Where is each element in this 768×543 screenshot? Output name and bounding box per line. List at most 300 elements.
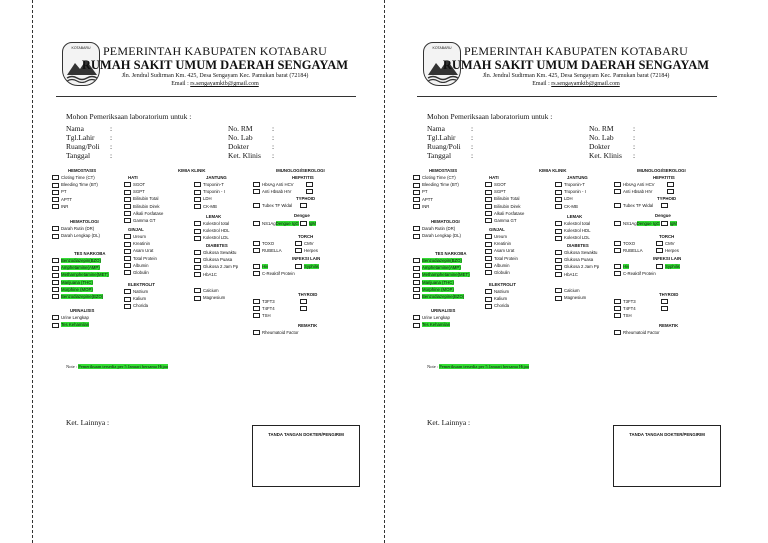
checkbox-box[interactable] [614, 221, 621, 226]
checkbox-box[interactable] [124, 204, 131, 209]
checkbox-label: INR [422, 203, 430, 209]
checkbox-infeksi_lain-2[interactable] [614, 271, 656, 278]
checkbox-box[interactable] [413, 204, 420, 209]
checkbox-box[interactable] [194, 229, 201, 234]
checkbox-box[interactable] [413, 315, 420, 320]
checkbox-box[interactable] [253, 221, 260, 226]
checkbox-box[interactable] [194, 197, 201, 202]
checkbox-hati-2[interactable] [124, 196, 158, 203]
checkbox-box[interactable] [300, 203, 307, 208]
checkbox-box[interactable] [661, 221, 668, 226]
checkbox-torch-0[interactable] [614, 241, 635, 248]
checkbox-box[interactable] [555, 182, 562, 187]
checkbox-box[interactable] [656, 241, 663, 246]
checkbox-hemostasis-3[interactable] [52, 197, 72, 204]
checkbox-urinalisis-0[interactable] [52, 315, 89, 322]
checkbox-tes_narkoba-3[interactable] [52, 280, 93, 287]
checkbox-label: Marijuana (THC) [61, 279, 93, 285]
checkbox-ginjal-0[interactable] [124, 234, 146, 241]
checkbox-box[interactable] [413, 266, 420, 271]
checkbox-box[interactable] [485, 197, 492, 202]
checkbox-hemostasis-0[interactable] [52, 175, 95, 182]
checkbox-diabetes-2[interactable] [555, 264, 599, 271]
checkbox-box[interactable] [253, 271, 260, 276]
checkbox-box[interactable] [413, 273, 420, 278]
checkbox-label: LDH [564, 196, 573, 202]
checkbox-box[interactable] [124, 242, 131, 247]
checkbox-ginjal-1[interactable] [124, 241, 150, 248]
checkbox-box[interactable] [614, 241, 621, 246]
checkbox-label: Glukosa 2 Jam Pp [203, 264, 239, 270]
checkbox-jantung-1[interactable] [555, 189, 586, 196]
checkbox-box[interactable] [52, 234, 59, 239]
checkbox-box[interactable] [485, 242, 492, 247]
checkbox-box[interactable] [124, 304, 131, 309]
checkbox-box[interactable] [555, 190, 562, 195]
checkbox-box[interactable] [614, 182, 621, 187]
checkbox-label: Kalium [494, 296, 508, 302]
checkbox-box[interactable] [300, 306, 307, 311]
checkbox-label: Gamma GT [133, 218, 156, 223]
checkbox-box[interactable] [52, 190, 59, 195]
checkbox-tes_narkoba-0[interactable] [413, 258, 462, 265]
checkbox-typhoid-0[interactable] [614, 203, 653, 210]
checkbox-box[interactable] [52, 258, 59, 263]
checkbox-thyroid-2[interactable] [614, 313, 632, 320]
checkbox-hemostasis-4[interactable] [52, 204, 68, 211]
checkbox-box[interactable] [413, 183, 420, 188]
checkbox-lemak-2[interactable] [555, 235, 590, 242]
section-hepatitis-title: HEPATITIS [292, 175, 314, 180]
checkbox-box[interactable] [253, 241, 260, 246]
checkbox-box[interactable] [194, 272, 201, 277]
section-torch-title: TORCH [659, 234, 675, 239]
checkbox-jantung-1[interactable] [194, 189, 225, 196]
patient-field[interactable] [66, 124, 146, 133]
checkbox-hematologi-0[interactable] [52, 226, 94, 233]
checkbox-box[interactable] [485, 304, 492, 309]
checkbox-tes_narkoba-4[interactable] [52, 287, 93, 294]
checkbox-elektrolit-2[interactable] [124, 303, 148, 310]
checkbox-box[interactable] [661, 299, 668, 304]
checkbox-box[interactable] [555, 197, 562, 202]
checkbox-box[interactable] [52, 294, 59, 299]
checkbox-label: INR [61, 203, 69, 209]
checkbox-hati-2[interactable] [485, 196, 519, 203]
checkbox-hati-1[interactable] [485, 189, 506, 196]
checkbox-diabetes-2[interactable] [194, 264, 238, 271]
checkbox-tes_narkoba-5[interactable] [413, 294, 464, 301]
patient-field[interactable] [589, 133, 669, 142]
checkbox-label: Widal [281, 203, 293, 208]
checkbox-lain-1[interactable] [194, 295, 225, 302]
checkbox-box[interactable] [52, 323, 59, 328]
checkbox-infeksi_lain-0[interactable] [253, 264, 268, 271]
checkbox-elektrolit-1[interactable] [124, 296, 146, 303]
checkbox-jantung-3[interactable] [194, 204, 217, 211]
checkbox-box[interactable] [253, 299, 260, 304]
checkbox-box[interactable] [124, 270, 131, 275]
checkbox-box[interactable] [124, 297, 131, 302]
patient-field[interactable] [589, 151, 669, 160]
checkbox-box[interactable] [661, 203, 668, 208]
checkbox-box[interactable] [485, 256, 492, 261]
checkbox-box[interactable] [485, 263, 492, 268]
field-colon: : [633, 142, 636, 151]
checkbox-box[interactable] [124, 182, 131, 187]
section-hati-title: HATI [128, 175, 138, 180]
checkbox-box[interactable] [124, 197, 131, 202]
checkbox-ginjal-4[interactable] [124, 263, 149, 270]
checkbox-box[interactable] [614, 271, 621, 276]
checkbox-box[interactable] [485, 297, 492, 302]
checkbox-label: Herpes [304, 248, 318, 253]
checkbox-lain-1[interactable] [555, 295, 586, 302]
section-typhoid-title: TYPHOID [296, 196, 316, 201]
checkbox-infeksi_lain-1[interactable] [295, 264, 319, 271]
checkbox-thyroid-0[interactable] [614, 299, 636, 306]
patient-field[interactable] [589, 142, 669, 151]
checkbox-box[interactable] [555, 265, 562, 270]
other-notes-label: Ket. Lainnya : [66, 418, 110, 427]
checkbox-box[interactable] [52, 175, 59, 180]
checkbox-label: T3FT3 [262, 299, 275, 304]
checkbox-box[interactable] [555, 221, 562, 226]
checkbox-torch-2[interactable] [253, 248, 282, 255]
checkbox-torch-1[interactable] [656, 241, 675, 248]
checkbox-box[interactable] [52, 273, 59, 278]
checkbox-thyroid-1[interactable] [614, 306, 636, 313]
checkbox-ginjal-2[interactable] [124, 248, 153, 255]
checkbox-label: Darah Rutin (DR) [61, 226, 95, 231]
checkbox-box[interactable] [295, 241, 302, 246]
checkbox-box[interactable] [413, 258, 420, 263]
patient-field[interactable] [589, 124, 669, 133]
checkbox-box[interactable] [555, 204, 562, 209]
checkbox-box[interactable] [300, 221, 307, 226]
checkbox-hemostasis-2[interactable] [413, 189, 428, 196]
checkbox-thyroid-2[interactable] [253, 313, 271, 320]
checkbox-box[interactable] [194, 204, 201, 209]
checkbox-box[interactable] [124, 249, 131, 254]
checkbox-ginjal-5[interactable] [124, 270, 149, 277]
checkbox-tes_narkoba-4[interactable] [413, 287, 454, 294]
checkbox-ginjal-5[interactable] [485, 270, 510, 277]
checkbox-torch-2[interactable] [614, 248, 643, 255]
patient-field[interactable] [66, 142, 146, 151]
checkbox-label: Tes Kehamilan [61, 322, 90, 328]
checkbox-box[interactable] [413, 280, 420, 285]
checkbox-jantung-3[interactable] [555, 204, 578, 211]
checkbox-box[interactable] [555, 258, 562, 263]
checkbox-box[interactable] [555, 272, 562, 277]
patient-field[interactable] [228, 124, 308, 133]
checkbox-box[interactable] [253, 306, 260, 311]
checkbox-ginjal-0[interactable] [485, 234, 507, 241]
checkbox-lemak-1[interactable] [194, 228, 230, 235]
checkbox-box[interactable] [52, 287, 59, 292]
checkbox-label: CK-MB [203, 203, 217, 209]
checkbox-box[interactable] [52, 226, 59, 231]
checkbox-hemostasis-3[interactable] [413, 197, 433, 204]
checkbox-box[interactable] [485, 289, 492, 294]
checkbox-box[interactable] [614, 203, 621, 208]
checkbox-box[interactable] [485, 270, 492, 275]
email-link[interactable]: rs.sengayamktb@gmail.com [551, 81, 620, 87]
checkbox-diabetes-0[interactable] [194, 250, 236, 257]
checkbox-box[interactable] [485, 211, 492, 216]
checkbox-box[interactable] [194, 296, 201, 301]
checkbox-elektrolit-0[interactable] [485, 289, 509, 296]
checkbox-box[interactable] [413, 287, 420, 292]
checkbox-elektrolit-2[interactable] [485, 303, 509, 310]
checkbox-hemostasis-0[interactable] [413, 175, 456, 182]
checkbox-tes_narkoba-5[interactable] [52, 294, 103, 301]
checkbox-hematologi-1[interactable] [52, 233, 100, 240]
checkbox-hati-0[interactable] [485, 182, 506, 189]
checkbox-lain-0[interactable] [555, 288, 580, 295]
checkbox-box[interactable] [485, 204, 492, 209]
checkbox-box[interactable] [485, 249, 492, 254]
checkbox-box[interactable] [194, 182, 201, 187]
checkbox-tes_narkoba-2[interactable] [52, 272, 109, 279]
checkbox-box[interactable] [413, 234, 420, 239]
checkbox-box[interactable] [194, 288, 201, 293]
checkbox-thyroid-0[interactable] [253, 299, 275, 306]
field-colon: : [471, 142, 474, 151]
checkbox-box[interactable] [124, 263, 131, 268]
checkbox-rematik-0[interactable] [253, 330, 299, 337]
checkbox-box[interactable] [52, 204, 59, 209]
signature-box[interactable] [613, 425, 721, 487]
checkbox-box[interactable] [124, 289, 131, 294]
checkbox-lain-0[interactable] [194, 288, 219, 295]
patient-field[interactable] [427, 142, 507, 151]
checkbox-diabetes-0[interactable] [555, 250, 597, 257]
checkbox-hati-4[interactable] [485, 211, 524, 218]
checkbox-box[interactable] [253, 264, 260, 269]
checkbox-box[interactable] [614, 299, 621, 304]
checkbox-box[interactable] [306, 189, 313, 194]
checkbox-box[interactable] [485, 182, 492, 187]
checkbox-box[interactable] [306, 182, 313, 187]
section-jantung-title: JANTUNG [206, 175, 227, 180]
checkbox-hati-3[interactable] [124, 204, 160, 211]
checkbox-dengue-0[interactable] [614, 221, 677, 228]
checkbox-ginjal-4[interactable] [485, 263, 510, 270]
checkbox-hati-4[interactable] [124, 211, 163, 218]
checkbox-hati-5[interactable] [485, 218, 516, 225]
checkbox-torch-0[interactable] [253, 241, 274, 248]
checkbox-box[interactable] [413, 226, 420, 231]
checkbox-hati-0[interactable] [124, 182, 145, 189]
checkbox-box[interactable] [614, 313, 621, 318]
checkbox-jantung-2[interactable] [555, 196, 573, 203]
checkbox-dengue-0[interactable] [253, 221, 316, 228]
checkbox-label: TSH [623, 313, 632, 318]
checkbox-hati-5[interactable] [124, 218, 155, 225]
checkbox-box[interactable] [656, 264, 663, 269]
checkbox-tes_narkoba-0[interactable] [52, 258, 101, 265]
checkbox-box[interactable] [52, 183, 59, 188]
checkbox-box[interactable] [555, 296, 562, 301]
checkbox-torch-1[interactable] [295, 241, 314, 248]
checkbox-lemak-0[interactable] [194, 221, 229, 228]
checkbox-box[interactable] [485, 190, 492, 195]
checkbox-urinalisis-0[interactable] [413, 315, 450, 322]
checkbox-infeksi_lain-0[interactable] [614, 264, 629, 271]
checkbox-torch-3[interactable] [295, 248, 318, 255]
email-link[interactable]: rs.sengayamktb@gmail.com [190, 81, 259, 87]
checkbox-label: Dengue IgG [275, 221, 299, 226]
checkbox-jantung-0[interactable] [194, 182, 224, 189]
patient-field[interactable] [228, 133, 308, 142]
checkbox-jantung-0[interactable] [555, 182, 585, 189]
patient-field[interactable] [66, 133, 146, 142]
checkbox-diabetes-3[interactable] [194, 272, 217, 279]
checkbox-tes_narkoba-1[interactable] [413, 265, 461, 272]
checkbox-tes_narkoba-3[interactable] [413, 280, 454, 287]
checkbox-ginjal-3[interactable] [124, 256, 157, 263]
checkbox-box[interactable] [52, 266, 59, 271]
checkbox-box[interactable] [614, 248, 621, 253]
signature-box[interactable] [252, 425, 360, 487]
checkbox-ginjal-3[interactable] [485, 256, 518, 263]
patient-field[interactable] [228, 142, 308, 151]
checkbox-hati-1[interactable] [124, 189, 145, 196]
checkbox-box[interactable] [253, 330, 260, 335]
checkbox-box[interactable] [52, 197, 59, 202]
checkbox-box[interactable] [295, 248, 302, 253]
logo-text: KOTABARU [432, 46, 452, 50]
checkbox-box[interactable] [555, 236, 562, 241]
checkbox-box[interactable] [194, 236, 201, 241]
checkbox-label: Amphetamine(AMP) [422, 265, 461, 271]
field-label: No. RM [589, 124, 614, 133]
checkbox-box[interactable] [52, 315, 59, 320]
checkbox-elektrolit-0[interactable] [124, 289, 148, 296]
checkbox-box[interactable] [555, 288, 562, 293]
checkbox-hepatitis-0[interactable] [253, 182, 294, 189]
checkbox-infeksi_lain-1[interactable] [656, 264, 680, 271]
checkbox-typhoid-0[interactable] [253, 203, 292, 210]
checkbox-diabetes-3[interactable] [555, 272, 578, 279]
checkbox-lemak-2[interactable] [194, 235, 229, 242]
checkbox-box[interactable] [253, 182, 260, 187]
checkbox-elektrolit-1[interactable] [485, 296, 507, 303]
checkbox-hepatitis-2[interactable] [614, 189, 652, 196]
checkbox-box[interactable] [614, 264, 621, 269]
checkbox-label: Tubex TF [262, 203, 281, 208]
checkbox-box[interactable] [413, 197, 420, 202]
checkbox-hematologi-0[interactable] [413, 226, 455, 233]
section-lemak-title: LEMAK [567, 214, 583, 219]
checkbox-box[interactable] [124, 256, 131, 261]
checkbox-lemak-1[interactable] [555, 228, 591, 235]
patient-field[interactable] [427, 133, 507, 142]
field-label: Tgl.Lahir [66, 133, 95, 142]
checkbox-box[interactable] [656, 248, 663, 253]
checkbox-box[interactable] [194, 258, 201, 263]
checkbox-label: Ureum [133, 234, 146, 239]
checkbox-box[interactable] [555, 250, 562, 255]
patient-field[interactable] [66, 151, 146, 160]
patient-field[interactable] [427, 151, 507, 160]
checkbox-infeksi_lain-2[interactable] [253, 271, 295, 278]
checkbox-tes_narkoba-1[interactable] [52, 265, 100, 272]
checkbox-box[interactable] [295, 264, 302, 269]
checkbox-box[interactable] [124, 218, 131, 223]
checkbox-box[interactable] [194, 250, 201, 255]
hospital-email: Email : rs.sengayamktb@gmail.com [171, 81, 259, 87]
checkbox-hati-3[interactable] [485, 204, 521, 211]
section-dengue-title: Dengue [655, 213, 671, 218]
checkbox-hemostasis-1[interactable] [52, 182, 98, 189]
checkbox-box[interactable] [300, 299, 307, 304]
checkbox-box[interactable] [555, 229, 562, 234]
checkbox-box[interactable] [413, 175, 420, 180]
checkbox-box[interactable] [52, 280, 59, 285]
patient-field[interactable] [427, 124, 507, 133]
checkbox-diabetes-1[interactable] [194, 257, 232, 264]
checkbox-box[interactable] [253, 248, 260, 253]
checkbox-label: Kolestrol LDL [203, 235, 229, 241]
checkbox-box[interactable] [614, 189, 621, 194]
checkbox-label: APTT [61, 196, 72, 202]
checkbox-box[interactable] [413, 323, 420, 328]
checkbox-box[interactable] [485, 234, 492, 239]
section-lemak-title: LEMAK [206, 214, 222, 219]
checkbox-box[interactable] [253, 189, 260, 194]
checkbox-box[interactable] [413, 190, 420, 195]
checkbox-ginjal-2[interactable] [485, 248, 514, 255]
checkbox-urinalisis-1[interactable] [52, 322, 89, 329]
checkbox-box[interactable] [124, 211, 131, 216]
checkbox-hepatitis-0[interactable] [614, 182, 655, 189]
checkbox-box[interactable] [667, 189, 674, 194]
checkbox-box[interactable] [253, 203, 260, 208]
checkbox-ginjal-1[interactable] [485, 241, 511, 248]
checkbox-box[interactable] [614, 306, 621, 311]
checkbox-diabetes-1[interactable] [555, 257, 593, 264]
checkbox-hemostasis-4[interactable] [413, 204, 429, 211]
checkbox-box[interactable] [194, 190, 201, 195]
checkbox-urinalisis-1[interactable] [413, 322, 450, 329]
checkbox-box[interactable] [667, 182, 674, 187]
checkbox-hepatitis-2[interactable] [253, 189, 291, 196]
checkbox-lemak-0[interactable] [555, 221, 590, 228]
checkbox-hemostasis-2[interactable] [52, 189, 67, 196]
checkbox-tes_narkoba-2[interactable] [413, 272, 470, 279]
checkbox-hemostasis-1[interactable] [413, 182, 459, 189]
checkbox-box[interactable] [124, 190, 131, 195]
checkbox-box[interactable] [413, 294, 420, 299]
checkbox-box[interactable] [194, 221, 201, 226]
checkbox-hematologi-1[interactable] [413, 233, 461, 240]
checkbox-label: Alkali Fosfatase [133, 210, 164, 216]
checkbox-thyroid-1[interactable] [253, 306, 275, 313]
checkbox-box[interactable] [194, 265, 201, 270]
checkbox-box[interactable] [124, 234, 131, 239]
checkbox-box[interactable] [485, 218, 492, 223]
checkbox-box[interactable] [614, 330, 621, 335]
checkbox-jantung-2[interactable] [194, 196, 212, 203]
checkbox-box[interactable] [661, 306, 668, 311]
patient-field[interactable] [228, 151, 308, 160]
checkbox-rematik-0[interactable] [614, 330, 660, 337]
checkbox-box[interactable] [253, 313, 260, 318]
checkbox-torch-3[interactable] [656, 248, 679, 255]
